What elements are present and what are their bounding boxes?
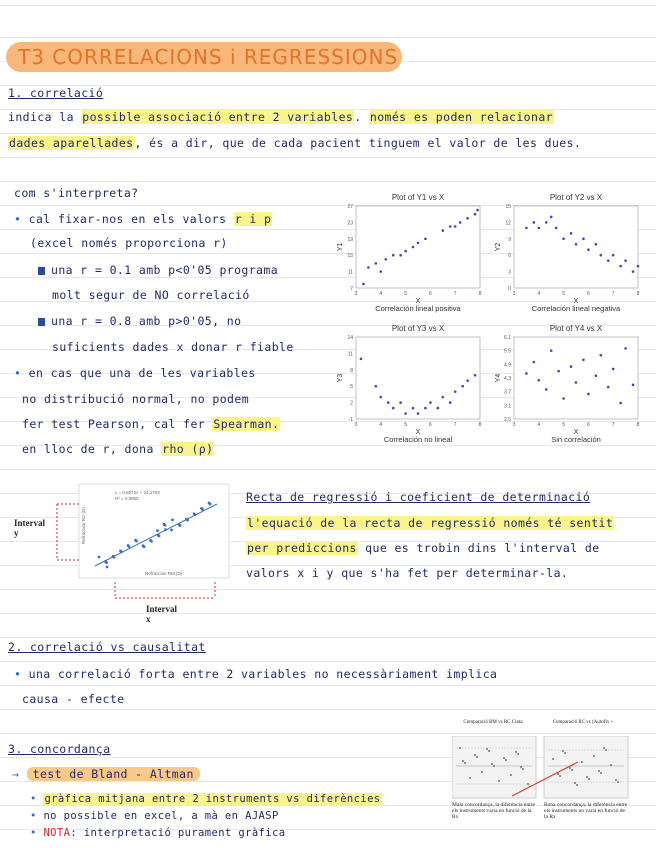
plot-frame — [514, 206, 638, 288]
y-tick-label: 2.5 — [504, 417, 511, 423]
sec1-highlight: dades aparellades — [9, 136, 134, 150]
x-tick-label: 7 — [453, 422, 457, 428]
data-point — [570, 232, 573, 235]
x-tick-label: 8 — [636, 422, 640, 428]
bland-altman-point — [462, 760, 464, 762]
y-tick-label: 6 — [508, 253, 511, 260]
y-tick-label: 15 — [347, 253, 353, 260]
y-tick-label: -1 — [348, 417, 353, 423]
regression-text: que es trobin dins l'interval de — [357, 541, 600, 555]
bullet-icon: • — [14, 212, 29, 226]
scatter-plot-3 — [337, 324, 482, 444]
data-point — [538, 227, 541, 230]
sec1-text: , és a dir, que de cada pacient tinguem el valor de les dues. — [134, 136, 582, 150]
bland-altman-point — [552, 758, 554, 760]
y-tick-label: 19 — [347, 236, 353, 243]
y-tick-label: 11 — [347, 269, 353, 276]
data-point — [612, 254, 615, 257]
interp-text: una r = 0.8 amb p>0'05, no — [51, 314, 242, 328]
data-point — [587, 248, 590, 251]
bullet-icon: • — [30, 827, 44, 839]
x-tick-label: 3 — [354, 291, 358, 297]
sec1-text: indica la — [8, 110, 82, 124]
data-point — [360, 358, 363, 361]
x-tick-label: 4 — [537, 422, 541, 428]
bland-altman-point — [510, 774, 512, 776]
data-point — [595, 374, 598, 377]
interp-line — [22, 442, 214, 456]
data-point — [466, 217, 469, 220]
data-point — [582, 238, 585, 241]
regression-line-2 — [246, 541, 600, 555]
regression-point — [106, 566, 109, 569]
sec3-text: no possible en excel, a mà en AJASP — [43, 810, 279, 822]
y-tick-label: 27 — [347, 204, 353, 210]
bland-altman-point — [605, 749, 607, 751]
data-point — [562, 397, 565, 400]
y-tick-label: 23 — [347, 220, 353, 227]
sec1-line-2 — [8, 136, 581, 150]
x-tick-label: 8 — [636, 291, 640, 297]
section-2-heading: 2. correlació vs causalitat — [8, 640, 206, 654]
regression-text: valors x i y que s'ha fet per determinar-la. — [246, 566, 569, 580]
data-point — [375, 262, 378, 265]
plot-caption: Sin correlación — [551, 435, 601, 444]
plot-frame — [356, 337, 480, 419]
data-point — [449, 401, 452, 404]
bland-altman-point — [505, 759, 507, 761]
bland-altman-point — [522, 768, 524, 770]
data-point — [619, 402, 622, 405]
interval-y-label: Interval y — [14, 518, 45, 538]
interp-highlight: r i p — [234, 212, 272, 226]
plot-title: Plot of Y1 vs X — [391, 193, 445, 202]
data-point — [442, 396, 445, 399]
bland-altman-point — [600, 772, 602, 774]
data-point — [533, 361, 536, 364]
bullet-icon: • — [30, 793, 44, 805]
data-point — [607, 259, 610, 262]
y-tick-label: 3.7 — [504, 389, 511, 396]
data-point — [624, 259, 627, 262]
bland-altman-point — [586, 776, 588, 778]
data-point — [624, 347, 627, 350]
data-point — [545, 388, 548, 391]
data-point — [555, 227, 558, 230]
y-axis-label: Y1 — [337, 242, 344, 252]
y-tick-label: 9 — [508, 236, 511, 243]
square-bullet-icon — [38, 267, 45, 275]
data-point — [404, 250, 407, 253]
bland-altman-point — [488, 750, 490, 752]
bland-altman-point — [588, 778, 590, 780]
plot-caption: Correlación no lineal — [383, 435, 453, 444]
bland-altman-point — [486, 748, 488, 750]
data-point — [417, 412, 420, 415]
section-1-heading: 1. correlació — [8, 86, 104, 100]
plot-frame — [356, 206, 480, 288]
regression-point — [149, 539, 152, 542]
interp-highlight: rho (ρ) — [162, 442, 214, 456]
correlation-plots-figure — [334, 190, 650, 452]
data-point — [557, 370, 560, 373]
sec1-highlight: possible associació entre 2 variables — [82, 110, 354, 124]
data-point — [367, 266, 370, 269]
interp-bullet-1 — [14, 212, 272, 226]
square-bullet-icon — [38, 318, 45, 326]
regression-point — [164, 528, 167, 531]
bland-altman-point — [559, 775, 561, 777]
data-point — [550, 349, 553, 352]
x-tick-label: 5 — [404, 422, 407, 428]
data-point — [380, 396, 383, 399]
y-tick-label: 5.5 — [504, 348, 511, 355]
data-point — [384, 258, 387, 261]
data-point — [466, 379, 469, 382]
y-tick-label: 3 — [508, 269, 511, 276]
bland-altman-fig2-title: Comparació RC vs (Autoflx + — [552, 720, 614, 725]
y-tick-label: 15 — [505, 204, 511, 210]
data-point — [454, 390, 457, 393]
bullet-icon: • — [14, 366, 29, 380]
regression-point — [142, 544, 145, 547]
sec3-highlight: test de Bland - Altman — [27, 767, 200, 781]
bullet-icon: • — [14, 667, 29, 681]
regression-point — [170, 528, 173, 531]
data-point — [476, 209, 479, 212]
data-point — [424, 238, 427, 241]
plot-caption: Correlación lineal negativa — [531, 304, 621, 313]
x-tick-label: 3 — [512, 422, 516, 428]
regression-point — [185, 518, 188, 521]
regression-ylabel: Refracción RC (D) — [81, 507, 86, 544]
bland-altman-point — [469, 777, 471, 779]
bland-altman-point — [498, 780, 500, 782]
regression-heading: Recta de regressió i coeficient de determinació — [246, 490, 591, 504]
bland-altman-point — [603, 747, 605, 749]
x-axis-label: X — [415, 298, 421, 305]
x-axis-label: X — [573, 429, 579, 436]
sec3-arrow-line — [12, 767, 200, 781]
sec1-highlight: només es poden relacionar — [369, 110, 553, 124]
interval-x-label: Interval x — [146, 604, 177, 624]
data-point — [562, 238, 565, 241]
x-tick-label: 3 — [354, 422, 358, 428]
bland-altman-point — [520, 766, 522, 768]
x-tick-label: 5 — [562, 291, 565, 297]
bland-altman-point — [610, 764, 612, 766]
regression-r2: R² = 0,8950 — [115, 496, 139, 501]
scatter-plot-1 — [337, 193, 482, 313]
plot-frame — [514, 337, 638, 419]
x-tick-label: 8 — [478, 422, 482, 428]
x-tick-label: 4 — [379, 422, 383, 428]
bullet-icon: • — [30, 810, 44, 822]
bland-altman-point — [593, 755, 595, 757]
data-point — [600, 354, 603, 357]
y-tick-label: 3.1 — [504, 403, 511, 410]
interp-text: molt segur de NO correlació — [52, 288, 250, 302]
bland-altman-point — [527, 783, 529, 785]
data-point — [632, 384, 635, 387]
y-tick-label: 12 — [505, 220, 511, 227]
bland-altman-point — [491, 763, 493, 765]
bland-altman-point — [562, 750, 564, 752]
bland-altman-point — [571, 769, 573, 771]
x-axis-label: X — [415, 429, 421, 436]
regression-highlight: l'equació de la recta de regressió només té sentit — [247, 516, 614, 530]
plot-caption: Correlación lineal positiva — [375, 304, 461, 313]
data-point — [399, 401, 402, 404]
x-tick-label: 7 — [453, 291, 457, 297]
y-axis-label: Y4 — [495, 373, 502, 383]
data-point — [442, 229, 445, 232]
data-point — [525, 372, 528, 375]
y-axis-label: Y3 — [337, 373, 344, 383]
regression-point — [104, 560, 107, 563]
data-point — [587, 393, 590, 396]
scatter-plot-2 — [495, 193, 640, 313]
y-tick-label: 11 — [347, 351, 353, 358]
x-tick-label: 7 — [611, 291, 615, 297]
sec3-bullet-3 — [30, 827, 285, 839]
data-point — [632, 270, 635, 273]
bland-altman-point — [576, 784, 578, 786]
data-point — [454, 225, 457, 228]
bland-altman-point — [476, 756, 478, 758]
regression-point — [98, 556, 101, 559]
data-point — [545, 221, 548, 224]
interp-text: (excel només proporciona r) — [30, 236, 228, 250]
bland-altman-point — [459, 747, 461, 749]
regression-point — [178, 523, 181, 526]
regression-chart-frame — [79, 484, 229, 578]
bland-altman-point — [474, 754, 476, 756]
note-label: NOTA — [43, 827, 71, 839]
arrow-right-icon: → — [12, 767, 27, 781]
data-point — [424, 407, 427, 410]
data-point — [612, 368, 615, 371]
data-point — [600, 254, 603, 257]
data-point — [429, 401, 432, 404]
regression-point — [171, 518, 174, 521]
bland-altman-point — [581, 761, 583, 763]
bland-altman-point — [517, 753, 519, 755]
data-point — [437, 407, 440, 410]
data-point — [570, 365, 573, 368]
data-point — [417, 242, 420, 245]
regression-point — [200, 507, 203, 510]
data-point — [387, 401, 390, 404]
interp-line — [22, 417, 280, 431]
data-point — [392, 407, 395, 410]
data-point — [619, 265, 622, 268]
sec3-highlight: gràfica mitjana entre 2 instruments vs diferències — [44, 793, 381, 805]
bland-altman-point — [515, 751, 517, 753]
bland-altman-fig1-title: Comparació RM vs RC Cinta — [463, 720, 523, 725]
interp-text: en cas que una de les variables — [28, 366, 256, 380]
data-point — [404, 412, 407, 415]
data-point — [362, 283, 365, 286]
data-point — [412, 246, 415, 249]
regression-highlight: per prediccions — [247, 541, 357, 555]
bland-altman-point — [598, 770, 600, 772]
x-tick-label: 4 — [537, 291, 541, 297]
data-point — [474, 213, 477, 216]
regression-point — [127, 544, 130, 547]
regression-equation: y = 0,8572x + 24,1703 — [115, 490, 160, 495]
regression-point — [193, 512, 196, 515]
data-point — [607, 386, 610, 389]
interp-text: suficients dades x donar r fiable — [52, 340, 294, 354]
regression-xlabel: Refracción RM (D) — [145, 571, 183, 576]
bland-altman-fig2-caption: Bona concordança, la diferència entre els instruments no varia en funció de la Rx — [544, 802, 628, 820]
sec2-bullet — [14, 667, 497, 681]
regression-point — [208, 502, 211, 505]
x-tick-label: 7 — [611, 422, 615, 428]
data-point — [380, 270, 383, 273]
interp-text: fer test Pearson, cal fer — [22, 417, 213, 431]
data-point — [461, 385, 464, 388]
data-point — [449, 225, 452, 228]
bland-altman-point — [464, 762, 466, 764]
sec3-text: : interpretació purament gràfica — [70, 827, 286, 839]
bland-altman-point — [615, 779, 617, 781]
bland-altman-point — [617, 781, 619, 783]
data-point — [392, 254, 395, 257]
bland-altman-point — [557, 773, 559, 775]
regression-figure — [55, 482, 245, 602]
data-point — [575, 381, 578, 384]
scatter-plot-4 — [495, 324, 640, 444]
interp-highlight: Spearman. — [213, 417, 280, 431]
x-tick-label: 6 — [429, 291, 432, 297]
x-tick-label: 6 — [429, 422, 432, 428]
interp-text: una r = 0.1 amb p<0'05 programa — [51, 263, 279, 277]
x-tick-label: 3 — [512, 291, 516, 297]
data-point — [550, 216, 553, 219]
data-point — [595, 243, 598, 246]
bland-altman-plot-2 — [544, 736, 628, 798]
sec3-bullet-1 — [30, 793, 382, 805]
x-tick-label: 5 — [404, 291, 407, 297]
interp-text: en lloc de r, dona — [22, 442, 162, 456]
x-tick-label: 6 — [587, 291, 590, 297]
bland-altman-point — [574, 782, 576, 784]
data-point — [637, 265, 640, 268]
bland-altman-point — [481, 771, 483, 773]
regression-point — [157, 534, 160, 537]
x-axis-label: X — [573, 298, 579, 305]
page-title: T3 CORRELACIONS i REGRESSIONS — [6, 42, 402, 72]
y-tick-label: 5 — [350, 384, 353, 391]
sec1-line-1 — [8, 110, 554, 124]
regression-point — [134, 539, 137, 542]
data-point — [533, 221, 536, 224]
data-point — [575, 243, 578, 246]
plot-title: Plot of Y2 vs X — [549, 193, 603, 202]
bland-altman-point — [493, 765, 495, 767]
bland-altman-figures — [452, 736, 632, 800]
x-tick-label: 6 — [587, 422, 590, 428]
sec3-bullet-2 — [30, 810, 279, 822]
x-tick-label: 8 — [478, 291, 482, 297]
bland-altman-point — [564, 752, 566, 754]
x-tick-label: 4 — [379, 291, 383, 297]
interp-sub-bullet-1 — [38, 263, 278, 277]
data-point — [538, 379, 541, 382]
interp-heading: com s'interpreta? — [14, 186, 139, 200]
bland-altman-point — [503, 757, 505, 759]
y-tick-label: 4.9 — [504, 362, 511, 369]
y-tick-label: 7 — [350, 286, 353, 292]
regression-point — [119, 549, 122, 552]
y-tick-label: 4.3 — [504, 376, 511, 382]
interp-text: cal fixar-nos en els valors — [28, 212, 234, 226]
interp-text: no distribució normal, no podem — [22, 392, 250, 406]
y-axis-label: Y2 — [495, 242, 502, 252]
sec2-text: causa - efecte — [22, 692, 125, 706]
data-point — [412, 407, 415, 410]
data-point — [525, 227, 528, 230]
plot-title: Plot of Y4 vs X — [549, 324, 603, 333]
data-point — [474, 374, 477, 377]
data-point — [375, 385, 378, 388]
data-point — [582, 358, 585, 361]
y-tick-label: 8 — [350, 367, 353, 374]
data-point — [399, 254, 402, 257]
interp-sub-bullet-2 — [38, 314, 241, 328]
section-3-heading: 3. concordança — [8, 742, 111, 756]
interp-bullet-2 — [14, 366, 256, 380]
y-tick-label: 2 — [350, 400, 353, 407]
y-tick-label: 0 — [508, 286, 511, 292]
plot-title: Plot of Y3 vs X — [391, 324, 445, 333]
x-tick-label: 5 — [562, 422, 565, 428]
y-tick-label: 14 — [347, 335, 353, 341]
regression-point — [163, 523, 166, 526]
bland-altman-point — [569, 767, 571, 769]
bland-altman-fig1-caption: Mala concordança, la diferència entre els instruments varia en funció de la Rx — [452, 802, 535, 820]
sec1-text: . — [354, 110, 369, 124]
regression-line-1 — [246, 516, 614, 530]
regression-point — [156, 529, 159, 532]
regression-point — [112, 555, 115, 558]
data-point — [459, 221, 462, 224]
sec2-text: una correlació forta entre 2 variables no necessàriament implica — [28, 667, 498, 681]
y-tick-label: 6.1 — [504, 335, 511, 341]
